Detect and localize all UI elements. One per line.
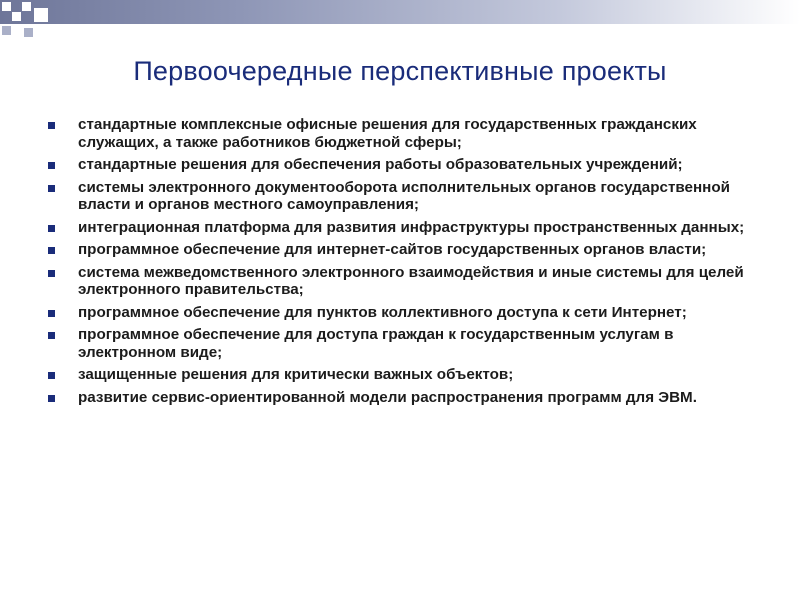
decorative-square	[2, 2, 11, 11]
list-item	[44, 156, 764, 174]
list-item-text: развитие сервис-ориентированной модели распространения программ для ЭВМ.	[78, 388, 697, 406]
list-item-text: защищенные решения для критически важных объектов;	[78, 366, 514, 383]
list-item-text: интеграционная платформа для развития инфраструктуры пространственных данных;	[78, 218, 745, 236]
list-item	[44, 264, 764, 299]
decorative-square	[2, 26, 11, 35]
square-bullet-icon	[48, 247, 55, 254]
list-item-text: системы электронного документооборота исполнительных органов государственной власти и органов местного самоуправления;	[78, 178, 730, 213]
list-item-text: система межведомственного электронного взаимодействия и иные системы для целей электронного правительства;	[78, 263, 744, 298]
square-bullet-icon	[48, 270, 55, 277]
decorative-square	[12, 12, 21, 21]
decorative-square	[22, 2, 31, 11]
square-bullet-icon	[48, 332, 55, 339]
list-item	[44, 179, 764, 214]
square-bullet-icon	[48, 225, 55, 232]
square-bullet-icon	[48, 395, 55, 402]
square-bullet-icon	[48, 122, 55, 129]
list-item	[44, 304, 764, 322]
square-bullet-icon	[48, 372, 55, 379]
decorative-square	[34, 8, 48, 22]
list-item-text: стандартные решения для обеспечения работы образовательных учреждений;	[78, 156, 683, 173]
decorative-square	[24, 28, 33, 37]
square-bullet-icon	[48, 162, 55, 169]
slide-title: Первоочередные перспективные проекты	[133, 56, 667, 86]
list-item	[44, 241, 764, 259]
list-item-text: стандартные комплексные офисные решения для государственных гражданских служащих, а также работников бюджетной сферы;	[78, 116, 697, 151]
list-item	[44, 116, 764, 151]
bullet-list	[44, 116, 764, 411]
list-item	[44, 366, 764, 384]
list-item	[44, 219, 764, 237]
list-item-text: программное обеспечение для доступа граждан к государственным услугам в электронном виде;	[78, 326, 674, 361]
list-item-text: программное обеспечение для пунктов коллективного доступа к сети Интернет;	[78, 303, 687, 321]
square-bullet-icon	[48, 310, 55, 317]
list-item	[44, 389, 764, 407]
square-bullet-icon	[48, 185, 55, 192]
list-item	[44, 326, 764, 361]
header-decorative-band	[0, 0, 800, 24]
list-item-text: программное обеспечение для интернет-сайтов государственных органов власти;	[78, 241, 707, 258]
